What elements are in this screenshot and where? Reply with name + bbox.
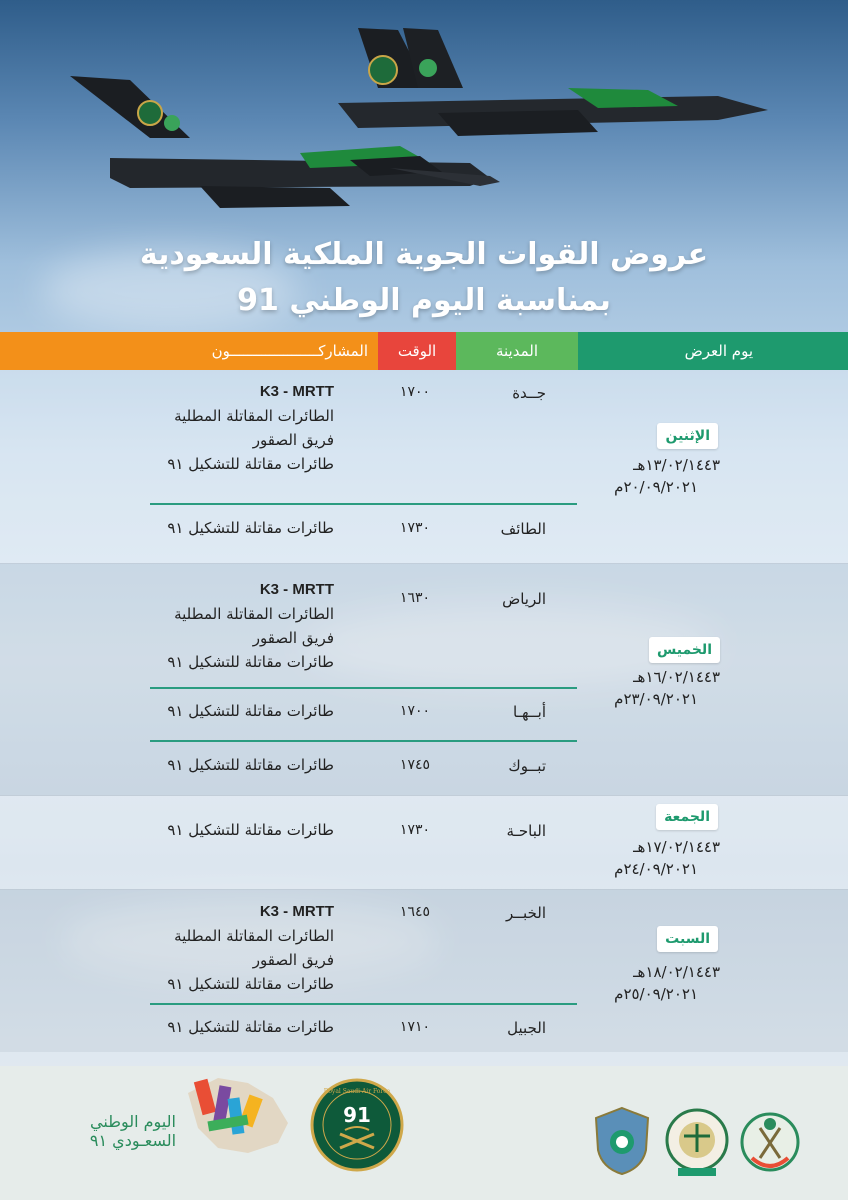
participants-list (167, 699, 334, 723)
day-badge: الخميس (649, 637, 720, 663)
participant-item: طائرات مقاتلة للتشكيل ٩١ (167, 756, 334, 774)
emblem-number: 91 (343, 1103, 371, 1127)
title-line-2: بمناسبة اليوم الوطني 91 (237, 283, 611, 318)
military-crest-1 (590, 1104, 654, 1182)
header-day: يوم العرض (578, 332, 848, 370)
gregorian-date: ٢٣/٠٩/٢٠٢١م (614, 690, 698, 708)
national-day-line-2: السعـودي ٩١ (89, 1131, 177, 1150)
participant-item: طائرات مقاتلة للتشكيل ٩١ (167, 455, 334, 473)
day-badge: الجمعة (656, 804, 718, 830)
participant-item: الطائرات المقاتلة المطلية (174, 927, 334, 945)
show-time: ١٧٠٠ (399, 703, 430, 719)
participant-item: الطائرات المقاتلة المطلية (174, 407, 334, 425)
air-force-emblem (310, 1078, 404, 1176)
participant-item: طائرات مقاتلة للتشكيل ٩١ (167, 821, 334, 839)
national-day-line-1: اليوم الوطني (90, 1112, 176, 1131)
show-time: ١٧١٠ (399, 1019, 430, 1035)
day-badge: السبت (657, 926, 718, 952)
title-line-1: عروض القوات الجوية الملكية السعودية (139, 237, 709, 272)
header-participants: المشاركــــــــــــــــــــون (0, 332, 378, 370)
show-time: ١٦٤٥ (399, 904, 430, 920)
page-title (0, 232, 848, 324)
participant-item: فريق الصقور (252, 431, 334, 449)
f15-jet-image (338, 28, 778, 143)
city-name: الطائف (500, 520, 546, 538)
show-time: ١٧٠٠ (399, 384, 430, 400)
footer (0, 1066, 848, 1200)
city-name: الجبيل (507, 1019, 546, 1037)
show-section-friday (0, 796, 848, 889)
participant-item: طائرات مقاتلة للتشكيل ٩١ (167, 653, 334, 671)
participants-list (167, 818, 334, 842)
city-name: جــدة (512, 384, 546, 402)
row-divider (150, 503, 577, 505)
day-badge: الإثنين (657, 423, 718, 449)
show-time: ١٦٣٠ (399, 590, 430, 606)
hijri-date: ١٣/٠٢/١٤٤٣هـ (633, 456, 720, 474)
military-crest-3 (738, 1104, 802, 1184)
show-time: ١٧٣٠ (399, 520, 430, 536)
participants-list (167, 900, 334, 996)
saudi-map-logo (178, 1068, 298, 1167)
participants-list (167, 1015, 334, 1039)
participant-item: الطائرات المقاتلة المطلية (174, 605, 334, 623)
city-name: الباحـة (506, 822, 546, 840)
hijri-date: ١٦/٠٢/١٤٤٣هـ (633, 668, 720, 686)
row-divider (150, 740, 577, 742)
participant-item: فريق الصقور (252, 951, 334, 969)
participant-item: طائرات مقاتلة للتشكيل ٩١ (167, 975, 334, 993)
header-time: الوقت (378, 332, 456, 370)
participant-item: طائرات مقاتلة للتشكيل ٩١ (167, 519, 334, 537)
row-divider (150, 1003, 577, 1005)
participants-list (167, 753, 334, 777)
row-divider (150, 687, 577, 689)
participant-item: طائرات مقاتلة للتشكيل ٩١ (167, 702, 334, 720)
city-name: تبــوك (508, 757, 546, 775)
military-crest-2 (664, 1106, 730, 1184)
participant-item: فريق الصقور (252, 629, 334, 647)
participant-item: K3 - MRTT (259, 903, 334, 920)
emblem-text: Royal Saudi Air Force (323, 1088, 391, 1095)
gregorian-date: ٢٠/٠٩/٢٠٢١م (614, 478, 698, 496)
national-day-logo (78, 1112, 188, 1150)
participant-item: K3 - MRTT (259, 383, 334, 400)
participant-item: طائرات مقاتلة للتشكيل ٩١ (167, 1018, 334, 1036)
table-header (0, 332, 848, 370)
participants-list (167, 578, 334, 674)
participants-list (167, 516, 334, 540)
gregorian-date: ٢٥/٠٩/٢٠٢١م (614, 985, 698, 1003)
city-name: الرياض (502, 590, 546, 608)
city-name: الخبــر (505, 904, 546, 922)
show-time: ١٧٤٥ (399, 757, 430, 773)
participants-list (167, 380, 334, 476)
participant-item: K3 - MRTT (259, 581, 334, 598)
show-time: ١٧٣٠ (399, 822, 430, 838)
city-name: أبــهـا (512, 703, 546, 721)
gregorian-date: ٢٤/٠٩/٢٠٢١م (614, 860, 698, 878)
hijri-date: ١٨/٠٢/١٤٤٣هـ (633, 963, 720, 981)
header-city: المدينة (456, 332, 578, 370)
hijri-date: ١٧/٠٢/١٤٤٣هـ (633, 838, 720, 856)
